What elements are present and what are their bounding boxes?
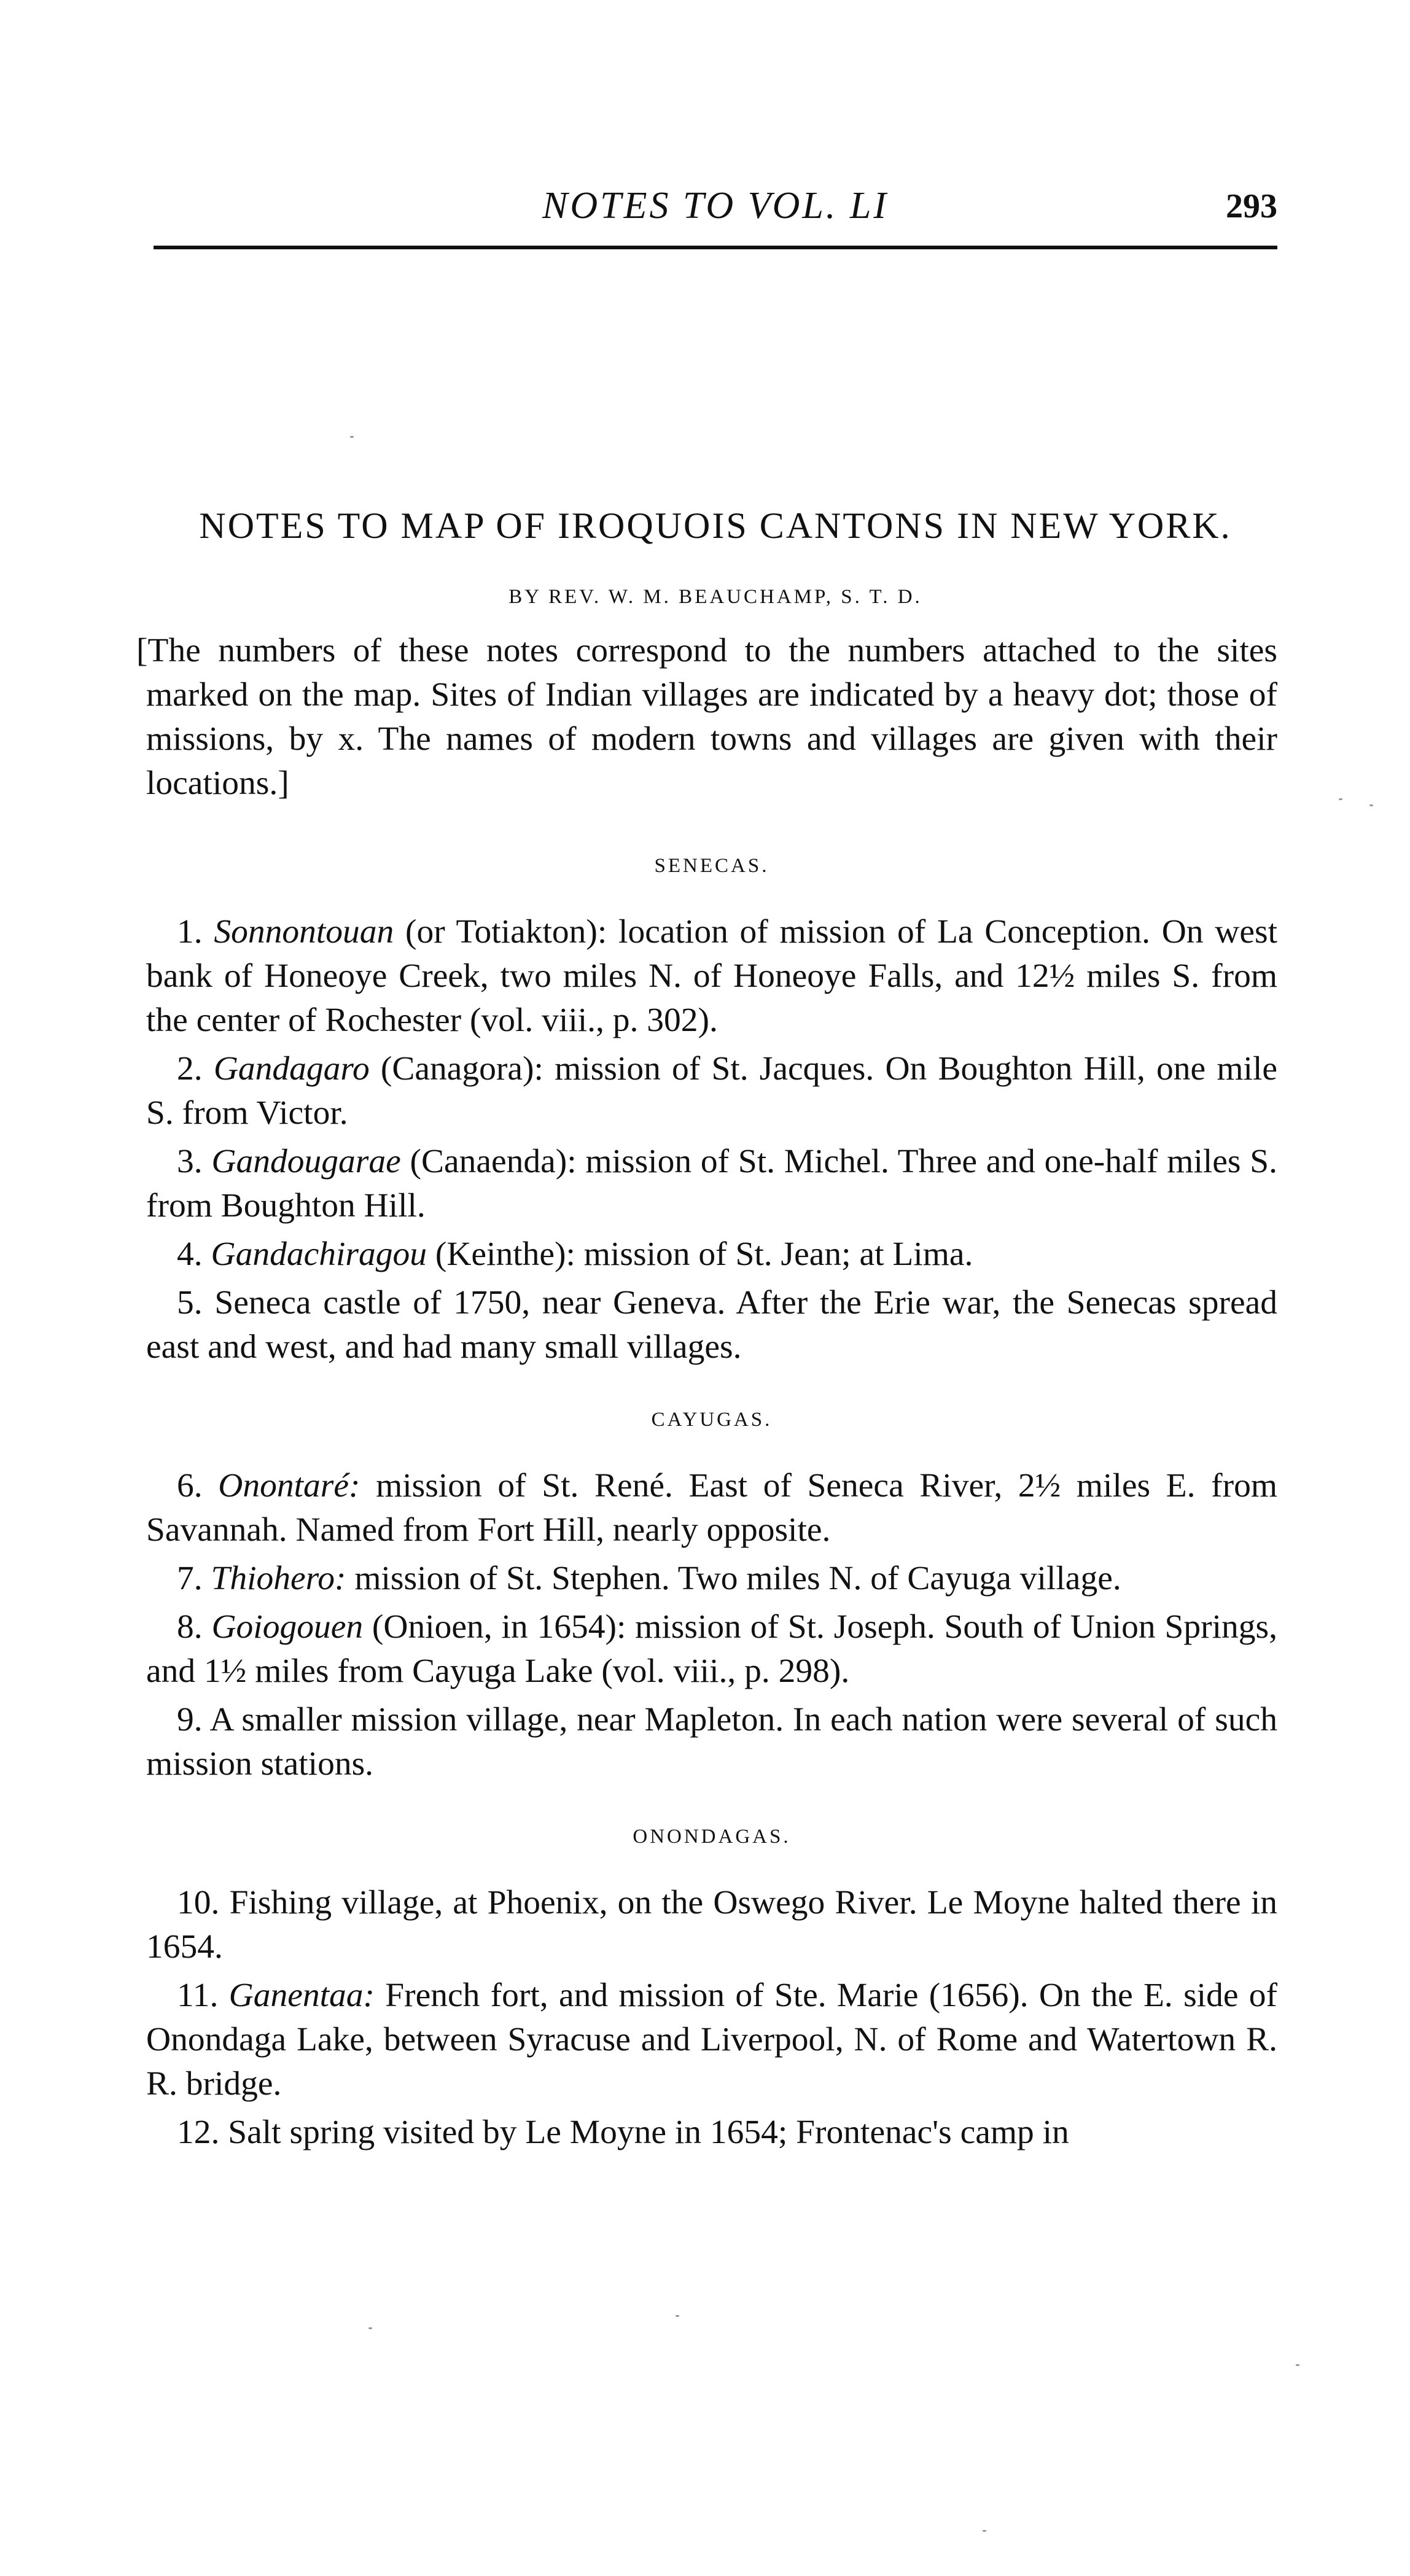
section-heading-cayugas: CAYUGAS. xyxy=(651,1409,773,1431)
paper-speck xyxy=(1369,804,1373,806)
note-text: French fort, and mission of Ste. Marie (1656). On the E. side of Onondaga Lake, between Syracuse and Liverpool, N. of Rome and Watertown R. R. bridge. xyxy=(146,1977,1278,2103)
section-heading-onondagas: ONONDAGAS. xyxy=(633,1826,791,1848)
intro-paragraph: [The numbers of these notes correspond to the numbers attached to the sites marked on the map. Sites of Indian villages are indicated by a heavy dot; those of missions, by x. The names of modern towns and villages are given with their locations.] xyxy=(136,632,1277,802)
note-text: Seneca castle of 1750, near Geneva. After the Erie war, the Senecas spread east and west, and had many small villages. xyxy=(146,1284,1278,1366)
paper-speck xyxy=(676,2315,679,2317)
place-name: Gandachiragou xyxy=(211,1235,427,1273)
note-text: mission of St. Stephen. Two miles N. of Cayuga village. xyxy=(346,1560,1121,1597)
note-11 xyxy=(146,1974,1277,2106)
note-text: (Canagora): mission of St. Jacques. On Boughton Hill, one mile S. from Victor. xyxy=(146,1050,1277,1132)
note-2 xyxy=(146,1047,1277,1135)
running-title: NOTES TO VOL. LI xyxy=(542,185,889,227)
note-number: 9. xyxy=(177,1701,203,1738)
note-text: (Onioen, in 1654): mission of St. Joseph. South of Union Springs, and 1½ miles from Cayuga Lake (vol. viii., p. 298). xyxy=(146,1608,1277,1690)
note-6 xyxy=(146,1464,1277,1552)
article-body xyxy=(136,629,1278,2159)
note-text: A smaller mission village, near Mapleton. In each nation were several of such mission stations. xyxy=(146,1701,1277,1783)
place-name: Sonnontouan xyxy=(214,913,394,951)
note-number: 2. xyxy=(177,1050,203,1088)
note-number: 10. xyxy=(177,1884,220,1921)
note-text: Fishing village, at Phoenix, on the Oswego River. Le Moyne halted there in 1654. xyxy=(146,1884,1278,1966)
note-text: (Canaenda): mission of St. Michel. Three and one-half miles S. from Boughton Hill. xyxy=(146,1143,1278,1224)
place-name: Goiogouen xyxy=(211,1608,364,1646)
note-12 xyxy=(146,2111,1277,2155)
article-title: NOTES TO MAP OF IROQUOIS CANTONS IN NEW YORK. xyxy=(199,505,1232,546)
note-3 xyxy=(146,1140,1277,1228)
note-7 xyxy=(146,1557,1277,1601)
note-text: (Keinthe): mission of St. Jean; at Lima. xyxy=(426,1235,973,1273)
note-number: 7. xyxy=(177,1560,203,1597)
note-number: 4. xyxy=(177,1235,203,1273)
note-number: 8. xyxy=(177,1608,203,1646)
note-5 xyxy=(146,1281,1277,1369)
place-name: Ganentaa: xyxy=(228,1977,375,2014)
section-heading-senecas: SENECAS. xyxy=(654,855,769,877)
page-number: 293 xyxy=(1226,187,1277,225)
paper-speck xyxy=(350,436,354,438)
paper-speck xyxy=(1296,2364,1299,2366)
note-number: 6. xyxy=(177,1467,203,1504)
note-4 xyxy=(146,1232,1277,1277)
note-9 xyxy=(146,1698,1277,1786)
note-text: Salt spring visited by Le Moyne in 1654; Frontenac's camp in xyxy=(228,2114,1069,2151)
place-name: Gandougarae xyxy=(211,1143,401,1180)
place-name: Onontaré: xyxy=(218,1467,360,1504)
note-8 xyxy=(146,1605,1277,1694)
note-number: 3. xyxy=(177,1143,203,1180)
note-number: 5. xyxy=(177,1284,203,1321)
note-number: 11. xyxy=(177,1977,219,2014)
place-name: Gandagaro xyxy=(213,1050,370,1088)
paper-speck xyxy=(983,2530,986,2532)
place-name: Thiohero: xyxy=(211,1560,346,1597)
note-text: mission of St. René. East of Seneca River, 2½ miles E. from Savannah. Named from Fort Hill, nearly opposite. xyxy=(146,1467,1278,1549)
note-number: 1. xyxy=(177,913,203,951)
paper-speck xyxy=(1339,798,1342,800)
note-text: (or Totiakton): location of mission of La Conception. On west bank of Honeoye Creek, two miles N. of Honeoye Falls, and 12½ miles S. from the center of Rochester (vol. viii., p. 302). xyxy=(146,913,1278,1039)
note-1 xyxy=(146,910,1277,1043)
running-header xyxy=(154,184,1277,249)
note-number: 12. xyxy=(177,2114,220,2151)
note-10 xyxy=(146,1881,1277,1969)
byline: BY REV. W. M. BEAUCHAMP, S. T. D. xyxy=(508,586,922,608)
paper-speck xyxy=(368,2327,372,2329)
